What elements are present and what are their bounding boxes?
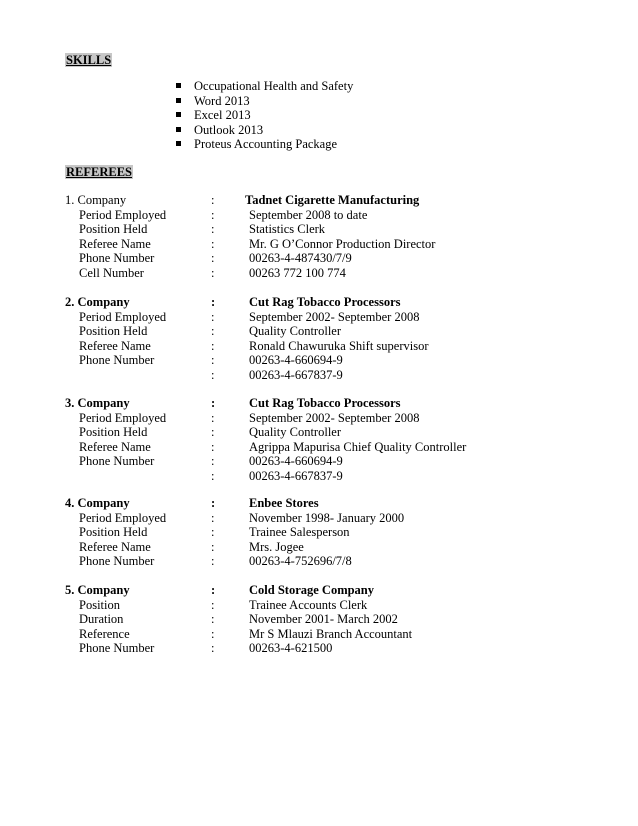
skills-heading: SKILLS: [66, 53, 112, 67]
referee-label: 1. Company: [65, 193, 127, 207]
referee-value: 00263-4-660694-9: [249, 454, 343, 468]
referee-colon: :: [211, 236, 215, 251]
referee-label: Period Employed: [79, 510, 167, 525]
referee-label: Cell Number: [79, 265, 144, 280]
referee-label: Period Employed: [79, 410, 167, 425]
referee-label: Position Held: [79, 525, 148, 539]
referee-value: Agrippa Mapurisa Chief Quality Controller: [249, 439, 467, 454]
bullet-square-icon: [176, 112, 181, 117]
referee-colon: :: [211, 525, 215, 539]
referee-colon: :: [211, 612, 215, 626]
referee-value: Trainee Accounts Clerk: [249, 597, 368, 612]
referee-value: September 2008 to date: [249, 207, 368, 222]
referee-value: Enbee Stores: [249, 496, 319, 510]
skill-item: Excel 2013: [176, 108, 353, 123]
referee-label: Position Held: [79, 425, 148, 439]
referee-colon: :: [211, 468, 215, 483]
skill-item: Outlook 2013: [176, 123, 353, 138]
referee-label: Position Held: [79, 222, 148, 236]
referee-colon: :: [211, 309, 215, 324]
referee-value: Tadnet Cigarette Manufacturing: [245, 193, 420, 207]
referee-value: 00263 772 100 774: [249, 265, 346, 280]
referee-label: Referee Name: [79, 236, 151, 251]
referee-label: Position: [79, 597, 120, 612]
referee-colon: :: [211, 324, 215, 338]
referee-colon: :: [211, 193, 215, 207]
referee-label: Referee Name: [79, 338, 151, 353]
referee-label: 2. Company: [65, 295, 130, 309]
referee-label: Duration: [79, 612, 124, 626]
referee-label: Referee Name: [79, 439, 151, 454]
referee-label: Phone Number: [79, 454, 155, 468]
referee-value: November 2001- March 2002: [249, 612, 398, 626]
skills-list: [176, 79, 353, 152]
referee-value: Cut Rag Tobacco Processors: [249, 396, 401, 410]
referee-colon: :: [211, 597, 215, 612]
referee-label: Phone Number: [79, 353, 155, 367]
referee-value: Mr S Mlauzi Branch Accountant: [249, 626, 413, 641]
referee-colon: :: [211, 353, 215, 367]
referee-value: Cold Storage Company: [249, 583, 375, 597]
referee-colon: :: [211, 222, 215, 236]
referee-colon: :: [211, 583, 216, 597]
referee-colon: :: [211, 251, 215, 265]
referee-label: Phone Number: [79, 251, 155, 265]
referees-heading: REFEREES: [66, 165, 132, 179]
referee-value: Mr. G O’Connor Production Director: [249, 236, 436, 251]
referee-colon: :: [211, 295, 216, 309]
referee-label: 3. Company: [65, 396, 130, 410]
referee-value: September 2002- September 2008: [249, 309, 420, 324]
referee-colon: :: [211, 439, 215, 454]
referee-value: 00263-4-660694-9: [249, 353, 343, 367]
referee-value: Quality Controller: [249, 324, 341, 338]
skill-item: Occupational Health and Safety: [176, 79, 353, 94]
referee-value: Trainee Salesperson: [249, 525, 350, 539]
referee-colon: :: [211, 207, 215, 222]
skill-item: Proteus Accounting Package: [176, 137, 353, 152]
referee-value: 00263-4-667837-9: [249, 468, 343, 483]
referee-value: Statistics Clerk: [249, 222, 326, 236]
referee-label: Reference: [79, 626, 130, 641]
referee-value: 00263-4-487430/7/9: [249, 251, 352, 265]
referee-value: November 1998- January 2000: [249, 510, 405, 525]
referee-value: Mrs. Jogee: [249, 539, 304, 554]
referee-value: Quality Controller: [249, 425, 341, 439]
referee-colon: :: [211, 539, 215, 554]
referee-label: Period Employed: [79, 309, 167, 324]
referee-label: 4. Company: [65, 496, 130, 510]
bullet-square-icon: [176, 98, 181, 103]
referee-label: Period Employed: [79, 207, 167, 222]
referee-colon: :: [211, 265, 215, 280]
referee-colon: :: [211, 454, 215, 468]
bullet-square-icon: [176, 83, 181, 88]
referee-colon: :: [211, 396, 216, 410]
referee-colon: :: [211, 425, 215, 439]
bullet-square-icon: [176, 141, 181, 146]
referee-colon: :: [211, 510, 215, 525]
skill-item: Word 2013: [176, 94, 353, 109]
referee-colon: :: [211, 641, 215, 655]
referee-colon: :: [211, 367, 215, 382]
referee-value: 00263-4-621500: [249, 641, 333, 655]
referee-value: Ronald Chawuruka Shift supervisor: [249, 338, 429, 353]
referee-colon: :: [211, 410, 215, 425]
referee-label: 5. Company: [65, 583, 130, 597]
referee-value: Cut Rag Tobacco Processors: [249, 295, 401, 309]
referee-label: Phone Number: [79, 554, 155, 568]
referee-colon: :: [211, 338, 215, 353]
referee-colon: :: [211, 496, 216, 510]
referee-value: 00263-4-752696/7/8: [249, 554, 352, 568]
referee-colon: :: [211, 626, 215, 641]
referee-colon: :: [211, 554, 215, 568]
referee-label: Phone Number: [79, 641, 155, 655]
referee-value: September 2002- September 2008: [249, 410, 420, 425]
referee-label: Position Held: [79, 324, 148, 338]
bullet-square-icon: [176, 127, 181, 132]
referee-label: Referee Name: [79, 539, 151, 554]
referee-value: 00263-4-667837-9: [249, 367, 343, 382]
